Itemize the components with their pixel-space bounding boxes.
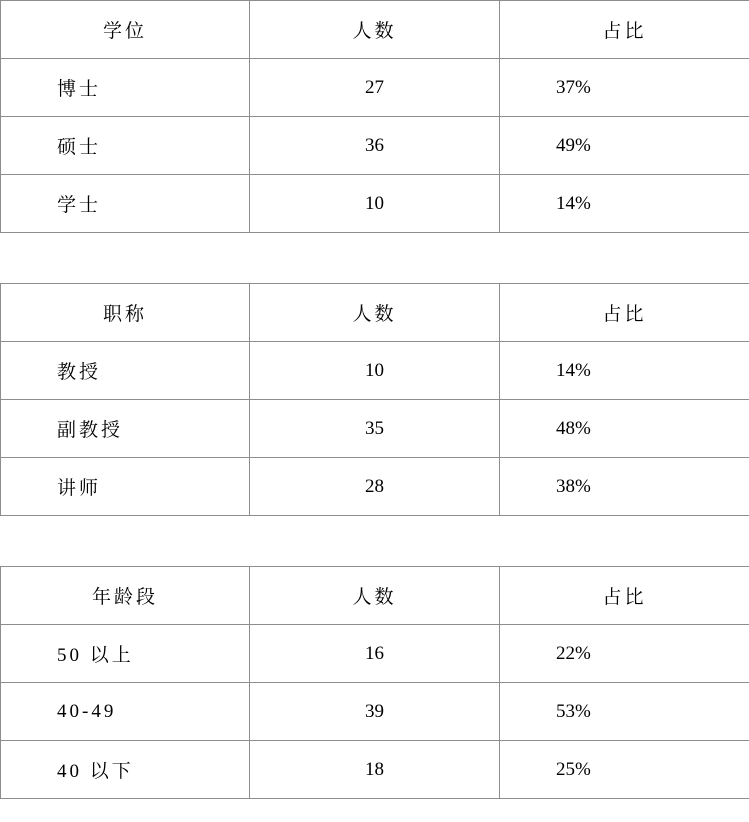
column-header-degree: 学位	[1, 1, 250, 59]
cell-percent: 49%	[500, 117, 749, 175]
cell-label: 教授	[1, 342, 250, 400]
age-table-block	[0, 566, 749, 799]
table-row	[1, 342, 749, 400]
table-row	[1, 175, 749, 233]
table-row	[1, 59, 749, 117]
cell-count: 16	[250, 625, 500, 683]
table-row	[1, 117, 749, 175]
cell-label: 博士	[1, 59, 250, 117]
age-table	[0, 566, 749, 799]
cell-percent: 38%	[500, 458, 749, 516]
cell-label: 副教授	[1, 400, 250, 458]
cell-percent: 14%	[500, 175, 749, 233]
title-table	[0, 283, 749, 516]
table-row	[1, 683, 749, 741]
title-table-block	[0, 283, 749, 516]
column-header-count: 人数	[250, 1, 500, 59]
cell-label: 学士	[1, 175, 250, 233]
column-header-count: 人数	[250, 284, 500, 342]
column-header-percent: 占比	[500, 1, 749, 59]
cell-count: 10	[250, 175, 500, 233]
cell-percent: 22%	[500, 625, 749, 683]
table-header-row	[1, 1, 749, 59]
cell-percent: 48%	[500, 400, 749, 458]
table-spacer	[0, 516, 749, 566]
table-spacer	[0, 233, 749, 283]
cell-count: 10	[250, 342, 500, 400]
table-row	[1, 741, 749, 799]
cell-percent: 25%	[500, 741, 749, 799]
column-header-count: 人数	[250, 567, 500, 625]
cell-count: 27	[250, 59, 500, 117]
cell-count: 36	[250, 117, 500, 175]
cell-count: 39	[250, 683, 500, 741]
cell-percent: 37%	[500, 59, 749, 117]
degree-table	[0, 0, 749, 233]
column-header-percent: 占比	[500, 567, 749, 625]
cell-label: 50 以上	[1, 625, 250, 683]
column-header-title: 职称	[1, 284, 250, 342]
cell-count: 35	[250, 400, 500, 458]
cell-count: 28	[250, 458, 500, 516]
table-row	[1, 458, 749, 516]
table-header-row	[1, 284, 749, 342]
cell-percent: 14%	[500, 342, 749, 400]
cell-percent: 53%	[500, 683, 749, 741]
cell-label: 40 以下	[1, 741, 250, 799]
degree-table-block	[0, 0, 749, 233]
cell-label: 40-49	[1, 683, 250, 741]
column-header-age-group: 年龄段	[1, 567, 250, 625]
cell-label: 硕士	[1, 117, 250, 175]
table-row	[1, 625, 749, 683]
table-header-row	[1, 567, 749, 625]
column-header-percent: 占比	[500, 284, 749, 342]
cell-count: 18	[250, 741, 500, 799]
cell-label: 讲师	[1, 458, 250, 516]
table-row	[1, 400, 749, 458]
